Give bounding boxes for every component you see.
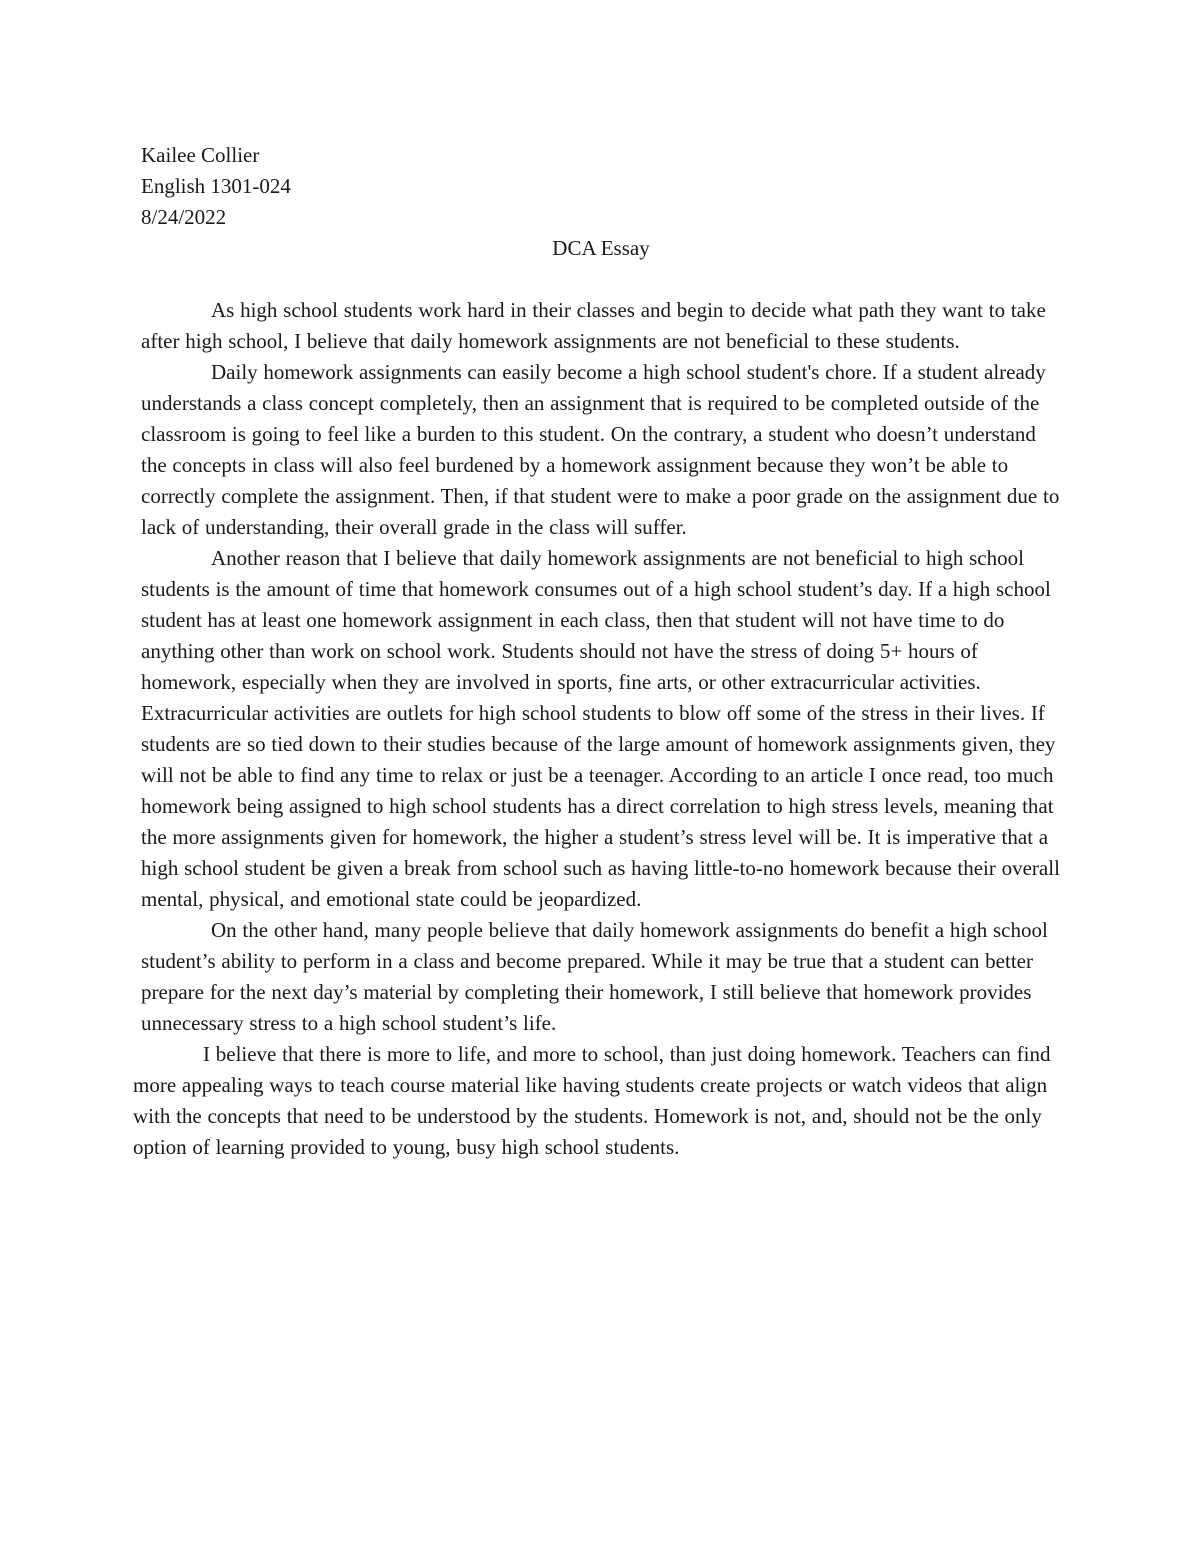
paragraph-counterargument: On the other hand, many people believe that daily homework assignments do benefit a high school student’s ability to perform in a class and become prepared. While it may be true that a student can better prepare for the next day’s material by completing their homework, I still believe that homework provides unnecessary stress to a high school student’s life. — [141, 918, 1048, 1035]
author-name: Kailee Collier — [141, 143, 260, 167]
course-name: English 1301-024 — [141, 174, 291, 198]
essay-title: DCA Essay — [552, 236, 650, 260]
paragraph-chore: Daily homework assignments can easily become a high school student's chore. If a student already understands a class concept completely, then an assignment that is required to be completed outside of the classroom is going to feel like a burden to this student. On the contrary, a student who doesn’t understand the concepts in class will also feel burdened by a homework assignment because they won’t be able to correctly complete the assignment. Then, if that student were to make a poor grade on the assignment due to lack of understanding, their overall grade in the class will suffer. — [141, 360, 1060, 539]
blank-line — [141, 264, 1061, 295]
paragraph-conclusion: I believe that there is more to life, and more to school, than just doing homework. Teachers can find more appealing ways to teach course material like having students create projects or watch videos that align with the concepts that need to be understood by the students. Homework is not, and, should not be the only option of learning provided to young, busy high school students. — [133, 1042, 1051, 1159]
essay-body — [133, 140, 1061, 1163]
paragraph-time: Another reason that I believe that daily homework assignments are not beneficial to high school students is the amount of time that homework consumes out of a high school student’s day. If a high school student has at least one homework assignment in each class, then that student will not have time to do anything other than work on school work. Students should not have the stress of doing 5+ hours of homework, especially when they are involved in sports, fine arts, or other extracurricular activities. Extracurricular activities are outlets for high school students to blow off some of the stress in their lives. If students are so tied down to their studies because of the large amount of homework assignments given, they will not be able to find any time to relax or just be a teenager. According to an article I once read, too much homework being assigned to high school students has a direct correlation to high stress levels, meaning that the more assignments given for homework, the higher a student’s stress level will be. It is imperative that a high school student be given a break from school such as having little-to-no homework because their overall mental, physical, and emotional state could be jeopardized. — [141, 546, 1060, 911]
paragraph-intro: As high school students work hard in their classes and begin to decide what path they want to take after high school, I believe that daily homework assignments are not beneficial to these students. — [141, 298, 1046, 353]
essay-date: 8/24/2022 — [141, 205, 227, 229]
